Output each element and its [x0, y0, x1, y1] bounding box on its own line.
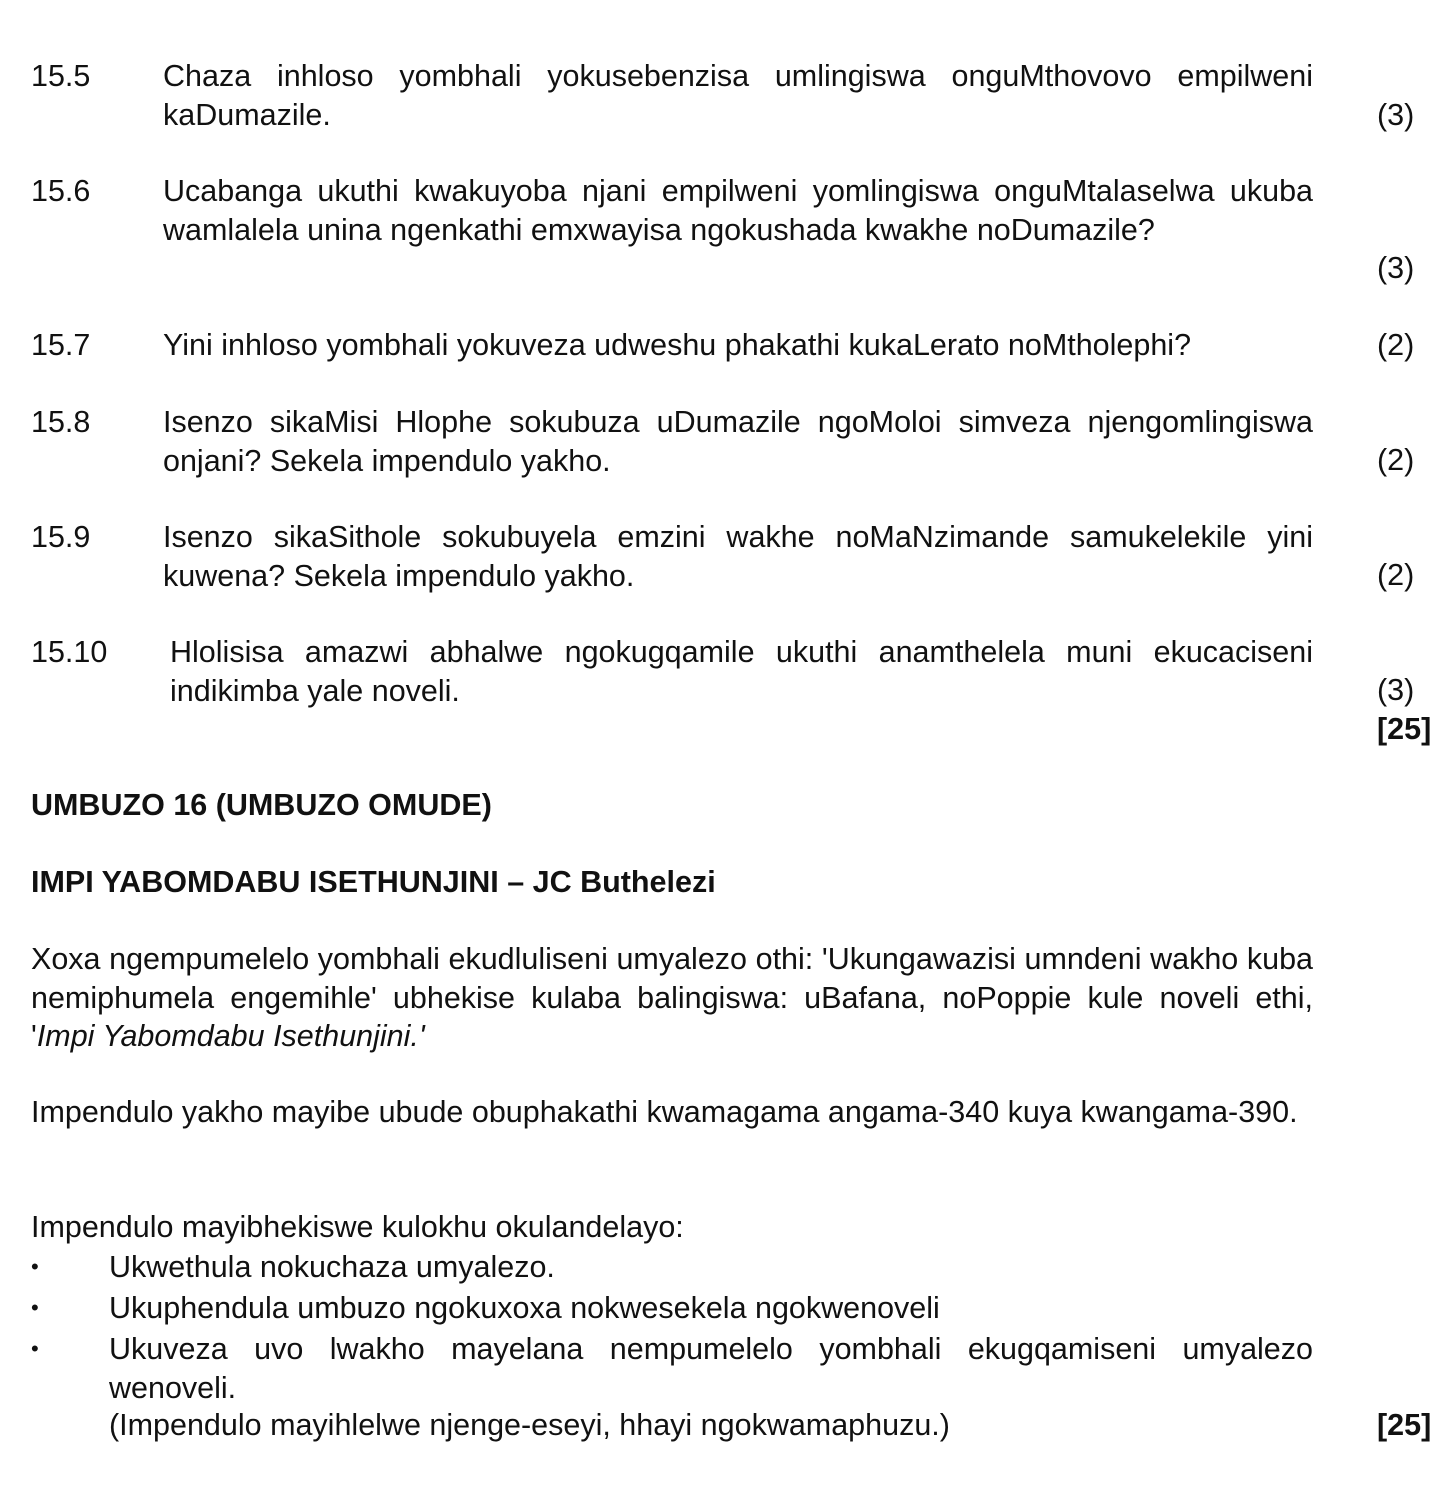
- question-mark-15-7: (2): [1377, 328, 1415, 362]
- question-text-15-7: Yini inhloso yombhali yokuveza udweshu phakathi kukaLerato noMtholephi?: [163, 328, 1192, 362]
- question-number-15-6: 15.6: [31, 174, 91, 208]
- focus-points-lead: Impendulo mayibhekiswe kulokhu okulandelayo:: [31, 1210, 684, 1244]
- question-text-15-9: Isenzo sikaSithole sokubuyela emzini wakhe noMaNzimande samukelekile yini kuwena? Sekela impendulo yakho.: [163, 520, 1313, 593]
- bullet-3-dot: •: [31, 1336, 39, 1361]
- bullet-1-text: Ukwethula nokuchaza umyalezo.: [109, 1250, 555, 1284]
- novel-title-italic: Impi Yabomdabu Isethunjini.': [36, 1019, 425, 1053]
- question-16-total: [25]: [1377, 1408, 1431, 1442]
- bullet-1-dot: •: [31, 1254, 39, 1279]
- bullet-2-dot: •: [31, 1295, 39, 1320]
- question-text-15-5: Chaza inhloso yombhali yokusebenzisa umlingiswa onguMthovovo empilweni kaDumazile.: [163, 59, 1313, 132]
- question-text-15-6: Ucabanga ukuthi kwakuyoba njani empilweni yomlingiswa onguMtalaselwa ukuba wamlalela unina ngenkathi emxwayisa ngokushada kwakhe noDumazile?: [163, 174, 1313, 247]
- question-mark-15-10: (3): [1377, 673, 1415, 707]
- question-number-15-9: 15.9: [31, 520, 91, 554]
- instruction-text: Xoxa ngempumelelo yombhali ekudluliseni umyalezo othi: 'Ukungawazisi umndeni wakho kuba nemiphumela engemihle' ubhekise kulaba balingiswa: uBafana, noPoppie kule noveli ethi, ': [31, 942, 1313, 1053]
- bullet-2-text: Ukuphendula umbuzo ngokuxoxa nokwesekela ngokwenoveli: [109, 1291, 940, 1325]
- answer-length-instruction: Impendulo yakho mayibe ubude obuphakathi kwamagama angama-340 kuya kwangama-390.: [31, 1095, 1298, 1129]
- bullet-3-text: Ukuveza uvo lwakho mayelana nempumelelo yombhali ekugqamiseni umyalezo wenoveli.: [109, 1332, 1313, 1405]
- question-number-15-5: 15.5: [31, 59, 91, 93]
- question-mark-15-9: (2): [1377, 558, 1415, 592]
- question-mark-15-8: (2): [1377, 443, 1415, 477]
- section-total: [25]: [1377, 712, 1431, 746]
- question-16-instruction: [31, 940, 1313, 1056]
- question-text-15-10: Hlolisisa amazwi abhalwe ngokugqamile ukuthi anamthelela muni ekucaciseni indikimba yale noveli.: [170, 635, 1313, 708]
- essay-format-note: (Impendulo mayihlelwe njenge-eseyi, hhayi ngokwamaphuzu.): [109, 1408, 950, 1442]
- question-text-15-8: Isenzo sikaMisi Hlophe sokubuza uDumazile ngoMoloi simveza njengomlingiswa onjani? Sekela impendulo yakho.: [163, 405, 1313, 478]
- question-mark-15-5: (3): [1377, 98, 1415, 132]
- question-number-15-10: 15.10: [31, 635, 108, 669]
- question-number-15-7: 15.7: [31, 328, 91, 362]
- question-number-15-8: 15.8: [31, 405, 91, 439]
- question-16-heading: UMBUZO 16 (UMBUZO OMUDE): [31, 788, 492, 822]
- novel-title: IMPI YABOMDABU ISETHUNJINI – JC Buthelezi: [31, 865, 716, 899]
- question-mark-15-6: (3): [1377, 251, 1415, 285]
